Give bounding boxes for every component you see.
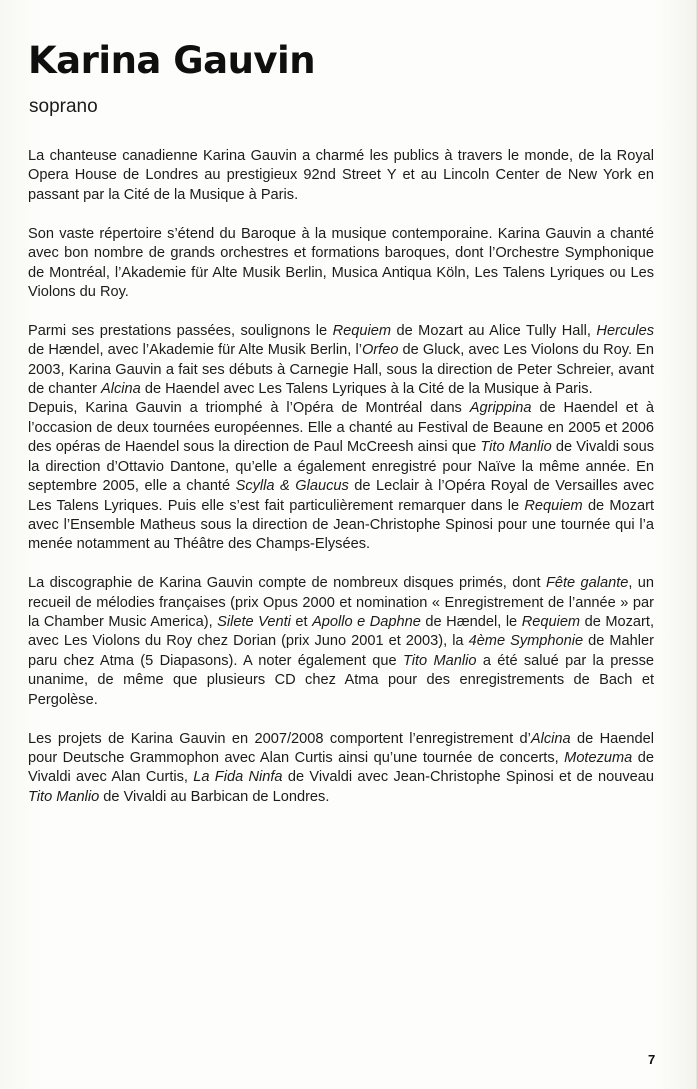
- paragraph-text: de Haendel pour Deutsche Grammophon avec Alan Curtis ainsi qu’une tournée de concerts,: [28, 730, 654, 766]
- paragraph-text: de Leclair à l’Opéra Royal de Versailles avec Les Talens Lyriques. Puis elle s’est fait particulièrement remarquer dans le: [28, 478, 654, 514]
- paragraph-intro: [28, 147, 654, 205]
- paragraph-text: de Gluck, avec Les Violons du Roy. En 2003, Karina Gauvin a fait ses débuts à Carnegie Hall, sous la direction de Peter Schreier, avant de chanter: [28, 342, 654, 398]
- work-title: Tito Manlio: [28, 788, 100, 805]
- biography-body: [28, 147, 654, 827]
- work-title: Requiem: [332, 322, 391, 339]
- paragraph-text: de Mahler paru chez Atma (5 Diapasons). A noter également que: [28, 633, 654, 669]
- work-title: Fête galante: [545, 575, 629, 592]
- work-title: Tito Manlio: [480, 439, 552, 456]
- paragraph-text: et: [290, 614, 313, 631]
- work-title: Alcina: [530, 730, 571, 747]
- paragraph-discography: [28, 574, 654, 710]
- paragraph-text: de Vivaldi sous la direction d’Ottavio Dantone, qu’elle a également enregistré pour Naïve la même année. En septembre 2005, elle a chanté: [28, 439, 654, 495]
- paragraph-text: de Hændel, avec l’Akademie für Alte Musik Berlin, l’: [28, 342, 362, 359]
- paragraph-text: Son vaste répertoire s’étend du Baroque à la musique contemporaine. Karina Gauvin a chanté avec bon nombre de grands orchestres et formations baroques, dont l’Orchestre Symphonique de Montréal, l’Akademie für Alte Musik Berlin, Musica Antiqua Köln, Les Talens Lyriques ou Les Violons du Roy.: [28, 225, 654, 300]
- paragraph-text: Depuis, Karina Gauvin a triomphé à l’Opéra de Montréal dans: [28, 400, 470, 417]
- paragraph-text: , un recueil de mélodies françaises (prix Opus 2000 et nomination « Enregistrement de l’année » par la Chamber Music America),: [28, 575, 655, 631]
- paragraph-text: de Vivaldi avec Alan Curtis,: [28, 749, 654, 786]
- paragraph-repertoire: [28, 225, 654, 303]
- paragraph-since: [28, 399, 654, 554]
- work-title: Requiem: [524, 497, 583, 514]
- paragraph-text: La discographie de Karina Gauvin compte de nombreux disques primés, dont: [28, 575, 546, 592]
- work-title: Agrippina: [469, 400, 532, 417]
- work-title: 4ème Symphonie: [468, 633, 584, 650]
- work-title: La Fida Ninfa: [193, 769, 283, 786]
- paragraph-text: de Mozart, avec Les Violons du Roy chez Dorian (prix Juno 2001 et 2003), la: [28, 614, 654, 650]
- work-title: Apollo e Daphne: [312, 614, 421, 631]
- work-title: Requiem: [521, 614, 581, 631]
- page-number: 7: [648, 1052, 656, 1067]
- work-title: Tito Manlio: [402, 652, 477, 669]
- paragraph-text: Parmi ses prestations passées, soulignons le: [28, 322, 333, 339]
- work-title: Orfeo: [361, 342, 399, 359]
- paragraph-projects: [28, 730, 654, 808]
- paragraph-text: de Vivaldi avec Jean-Christophe Spinosi et de nouveau: [282, 769, 654, 786]
- work-title: Motezuma: [564, 749, 633, 766]
- paragraph-performances: [28, 322, 654, 400]
- work-title: Hercules: [596, 322, 654, 339]
- paragraph-text: de Haendel avec Les Talens Lyriques à la Cité de la Musique à Paris.: [140, 381, 593, 398]
- paragraph-text: de Mozart avec l’Ensemble Matheus sous la direction de Jean-Christophe Spinosi pour une tournée qui l’a menée notamment au Théâtre des Champs-Elysées.: [28, 497, 654, 553]
- artist-name: Karina Gauvin: [28, 39, 316, 82]
- work-title: Silete Venti: [217, 614, 291, 631]
- paragraph-text: de Mozart au Alice Tully Hall,: [391, 322, 597, 339]
- work-title: Scylla & Glaucus: [235, 478, 349, 495]
- paragraph-text: a été salué par la presse unanime, de même que plusieurs CD chez Atma pour des enregistrements de Bach et Pergolèse.: [28, 652, 655, 708]
- voice-type: soprano: [29, 96, 98, 117]
- paragraph-text: de Haendel et à l’occasion de deux tournées européennes. Elle a chanté au Festival de Beaune en 2005 et 2006 des opéras de Haendel sous la direction de Paul McCreesh ainsi que: [28, 400, 654, 456]
- paragraph-text: Les projets de Karina Gauvin en 2007/2008 comportent l’enregistrement d’: [28, 730, 531, 747]
- paragraph-text: de Hændel, le: [420, 614, 522, 631]
- paragraph-text: La chanteuse canadienne Karina Gauvin a charmé les publics à travers le monde, de la Royal Opera House de Londres au prestigieux 92nd Street Y et au Lincoln Center de New York en passant par la Cité de la Musique à Paris.: [28, 148, 654, 203]
- paragraph-text: de Vivaldi au Barbican de Londres.: [99, 788, 330, 805]
- work-title: Alcina: [101, 381, 141, 398]
